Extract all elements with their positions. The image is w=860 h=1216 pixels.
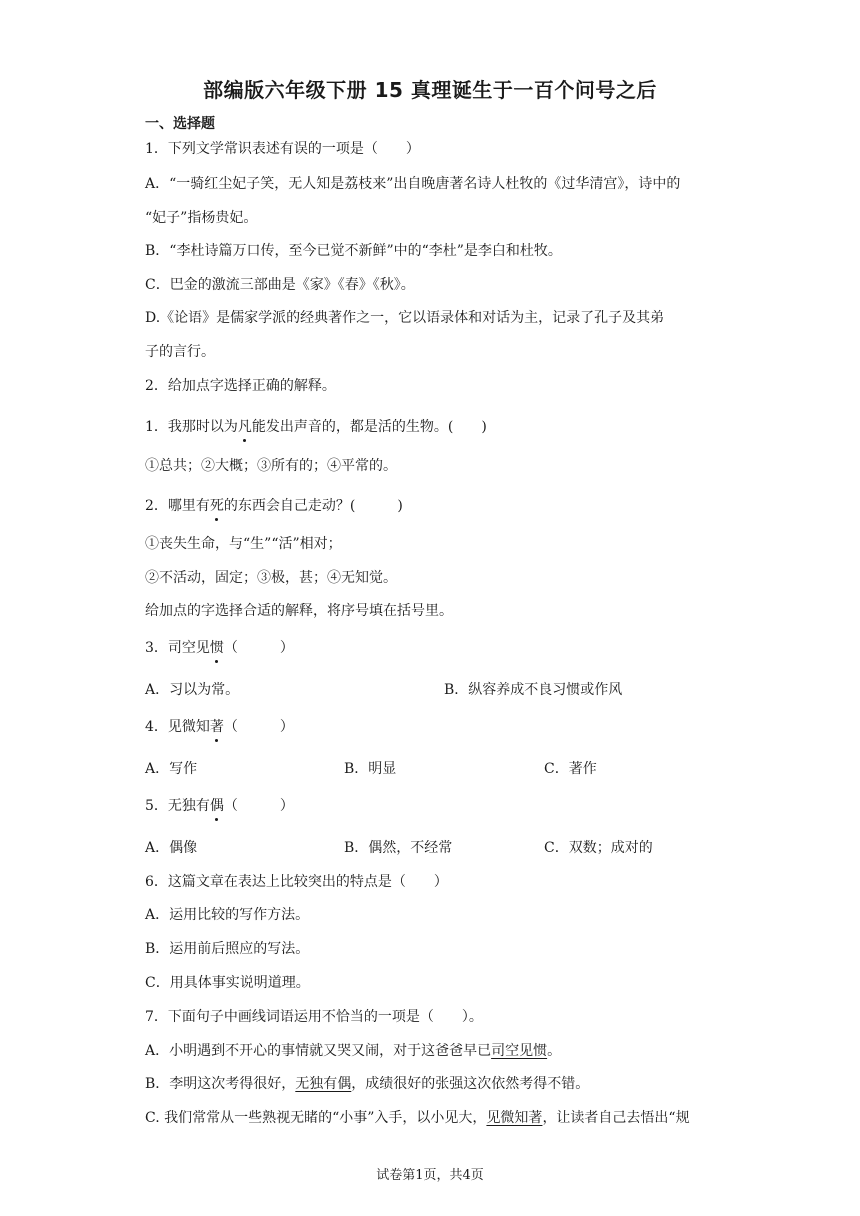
page-footer: 试卷第1页，共4页 <box>376 1168 484 1183</box>
q7-c-post: ，让读者自己去悟出“规 <box>542 1110 690 1126</box>
q5-option-b: B．偶然，不经常 <box>344 840 453 856</box>
q5-stem <box>145 797 294 815</box>
q6-option-a: A．运用比较的写作方法。 <box>145 907 310 923</box>
q2-sub1-post: 能发出声音的，都是活的生物。( ) <box>251 419 487 435</box>
q5-dotted-char: 偶 <box>209 798 224 814</box>
q7-option-b <box>145 1075 589 1093</box>
q7-c-pre: C. 我们常常从一些熟视无睹的“小事”入手，以小见大， <box>145 1110 487 1126</box>
q5-pre: 5．无独有 <box>145 798 210 814</box>
q3-option-b: B．纵容养成不良习惯或作风 <box>444 682 623 698</box>
q7-option-a <box>145 1042 561 1060</box>
q6-option-c: C．用具体事实说明道理。 <box>145 975 310 991</box>
q5-option-a: A．偶像 <box>145 840 198 856</box>
q3-dotted-char: 惯 <box>209 640 224 656</box>
q2-stem: 2．给加点字选择正确的解释。 <box>145 378 336 394</box>
q3-pre: 3．司空见 <box>145 640 210 656</box>
q6-option-b: B．运用前后照应的写法。 <box>145 941 310 957</box>
q7-a-post: 。 <box>547 1043 562 1059</box>
q5-post: （ ） <box>223 798 294 814</box>
q3-post: （ ） <box>223 640 294 656</box>
q7-b-underlined: 无独有偶 <box>295 1076 352 1092</box>
q1-option-d-line1: D.《论语》是儒家学派的经典著作之一，它以语录体和对话为主，记录了孔子及其弟 <box>145 310 665 326</box>
q2-sub2-options1: ①丧失生命，与“生”“活”相对； <box>145 536 342 552</box>
q4-dotted-char: 著 <box>209 719 224 735</box>
q6-stem: 6．这篇文章在表达上比较突出的特点是（ ） <box>145 874 448 890</box>
q2-sub1 <box>145 418 487 436</box>
q7-b-post: ，成绩很好的张强这次依然考得不错。 <box>351 1076 590 1092</box>
q4-option-c: C．著作 <box>544 761 597 777</box>
q2-sub1-pre: 1．我那时以为 <box>145 419 238 435</box>
q1-option-a-line2: “妃子”指杨贵妃。 <box>145 210 258 226</box>
q1-option-d-line2: 子的言行。 <box>145 344 215 360</box>
page-title: 部编版六年级下册 15 真理诞生于一百个问号之后 <box>203 78 657 102</box>
q1-stem: 1．下列文学常识表述有误的一项是（ ） <box>145 141 420 157</box>
q1-option-b: B．“李杜诗篇万口传，至今已觉不新鲜”中的“李杜”是李白和杜牧。 <box>145 243 562 259</box>
q4-post: （ ） <box>223 719 294 735</box>
q2-sub1-options: ①总共；②大概；③所有的；④平常的。 <box>145 458 397 474</box>
instruction-text: 给加点的字选择合适的解释，将序号填在括号里。 <box>145 603 453 619</box>
q4-stem <box>145 718 294 736</box>
q2-sub2-dotted-char: 死 <box>209 498 224 514</box>
q3-stem <box>145 639 294 657</box>
q2-sub2 <box>145 497 403 515</box>
q7-b-pre: B．李明这次考得很好， <box>145 1076 296 1092</box>
q2-sub1-dotted-char: 凡 <box>237 419 252 435</box>
q2-sub2-pre: 2．哪里有 <box>145 498 210 514</box>
q4-option-b: B．明显 <box>344 761 397 777</box>
q2-sub2-options2: ②不活动，固定；③极，甚；④无知觉。 <box>145 570 397 586</box>
q2-sub2-post: 的东西会自己走动？( ) <box>223 498 403 514</box>
q4-pre: 4．见微知 <box>145 719 210 735</box>
q4-option-a: A．写作 <box>145 761 198 777</box>
q1-option-a-line1: A．“一骑红尘妃子笑，无人知是荔枝来”出自晚唐著名诗人杜牧的《过华清宫》，诗中的 <box>145 176 681 192</box>
q3-option-a: A．习以为常。 <box>145 682 240 698</box>
q7-stem: 7．下面句子中画线词语运用不恰当的一项是（ ）。 <box>145 1009 483 1025</box>
q7-a-pre: A．小明遇到不开心的事情就又哭又闹，对于这爸爸早已 <box>145 1043 492 1059</box>
q7-c-underlined: 见微知著 <box>486 1110 543 1126</box>
q1-option-c: C．巴金的激流三部曲是《家》《春》《秋》。 <box>145 277 415 293</box>
q7-option-c <box>145 1109 690 1127</box>
q7-a-underlined: 司空见惯 <box>491 1043 548 1059</box>
q5-option-c: C．双数；成对的 <box>544 840 653 856</box>
section-heading: 一、选择题 <box>145 116 215 132</box>
